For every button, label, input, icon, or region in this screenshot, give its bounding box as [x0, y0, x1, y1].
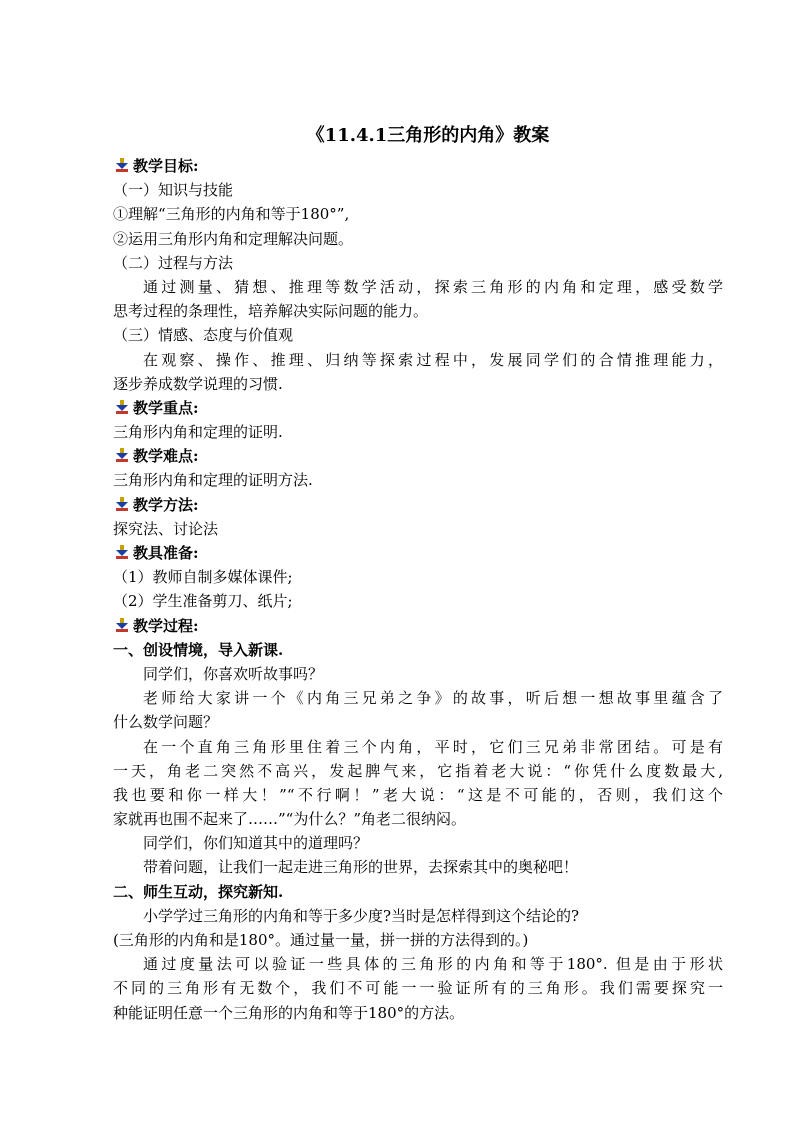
section-1-paragraph-3-line-1: 在一个直角三角形里住着三个内角，平时，它们三兄弟非常团结。可是有 — [143, 737, 723, 756]
difficulties-heading: 教学难点: — [113, 444, 723, 468]
materials-item-2: （2）学生准备剪刀、纸片; — [113, 592, 293, 611]
process-method-text-2: 思考过程的条理性，培养解决实际问题的能力。 — [113, 302, 429, 321]
document-title: 《11.4.1三角形的内角》教案 — [306, 125, 550, 146]
bullet-arrow-icon — [115, 400, 129, 414]
process-heading: 教学过程: — [113, 614, 723, 638]
section-1-paragraph-1: 同学们，你喜欢听故事吗？ — [143, 664, 324, 683]
bullet-arrow-icon — [115, 497, 129, 511]
section-1-paragraph-2-line-1: 老师给大家讲一个《内角三兄弟之争》的故事，听后想一想故事里蕴含了 — [143, 689, 723, 708]
section-2-title: 二、师生互动，探究新知. — [113, 882, 284, 901]
materials-heading: 教具准备: — [113, 541, 723, 565]
materials-item-1: （1）教师自制多媒体课件; — [113, 568, 293, 587]
section-2-paragraph-2: (三角形的内角和是180°。通过量一量，拼一拼的方法得到的。) — [113, 931, 529, 949]
bullet-arrow-icon — [115, 618, 129, 632]
key-points-text: 三角形内角和定理的证明. — [113, 423, 283, 442]
section-1-paragraph-2-line-2: 什么数学问题？ — [113, 713, 219, 732]
bullet-arrow-icon — [115, 158, 129, 172]
section-1-paragraph-5: 带着问题，让我们一起走进三角形的世界，去探索其中的奥秘吧！ — [143, 858, 579, 877]
methods-heading: 教学方法: — [113, 493, 723, 517]
section-2-paragraph-1: 小学学过三角形的内角和等于多少度?当时是怎样得到这个结论的? — [143, 906, 580, 925]
methods-text: 探究法、讨论法 — [113, 519, 219, 538]
document-page — [113, 118, 723, 1025]
section-2-paragraph-3-line-2: 不同的三角形有无数个，我们不可能一一验证所有的三角形。我们需要探究一 — [113, 979, 723, 998]
difficulties-text: 三角形内角和定理的证明方法. — [113, 471, 313, 490]
knowledge-item-2: ②运用三角形内角和定理解决问题。 — [113, 229, 354, 248]
emotion-heading: （三）情感、态度与价值观 — [113, 326, 294, 345]
emotion-text-2: 逐步养成数学说理的习惯. — [113, 374, 283, 393]
key-points-heading: 教学重点: — [113, 396, 723, 420]
section-2-paragraph-3-line-1: 通过度量法可以验证一些具体的三角形的内角和等于180°. 但是由于形状 — [143, 955, 723, 974]
section-1-paragraph-3-line-4: 家就再也围不起来了……”“为什么？”角老二很纳闷。 — [113, 810, 467, 829]
section-1-paragraph-3-line-2: 一天，角老二突然不高兴，发起脾气来，它指着老大说：“你凭什么度数最大, — [113, 761, 723, 780]
bullet-arrow-icon — [115, 448, 129, 462]
section-1-paragraph-3-line-3: 我也要和你一样大！”“不行啊！”老大说：“这是不可能的，否则，我们这个 — [113, 785, 723, 804]
process-method-text-1: 通过测量、猜想、推理等数学活动，探索三角形的内角和定理，感受数学 — [143, 277, 723, 296]
objectives-heading: 教学目标: — [113, 154, 723, 178]
process-method-heading: （二）过程与方法 — [113, 253, 234, 272]
knowledge-heading: （一）知识与技能 — [113, 181, 234, 200]
section-2-paragraph-3-line-3: 种能证明任意一个三角形的内角和等于180°的方法。 — [113, 1003, 465, 1022]
bullet-arrow-icon — [115, 545, 129, 559]
emotion-text-1: 在观察、操作、推理、归纳等探索过程中，发展同学们的合情推理能力， — [143, 350, 723, 369]
section-1-paragraph-4: 同学们，你们知道其中的道理吗？ — [143, 834, 369, 853]
section-1-title: 一、创设情境，导入新课. — [113, 640, 284, 659]
knowledge-item-1: ①理解“三角形的内角和等于180°”, — [113, 205, 350, 224]
